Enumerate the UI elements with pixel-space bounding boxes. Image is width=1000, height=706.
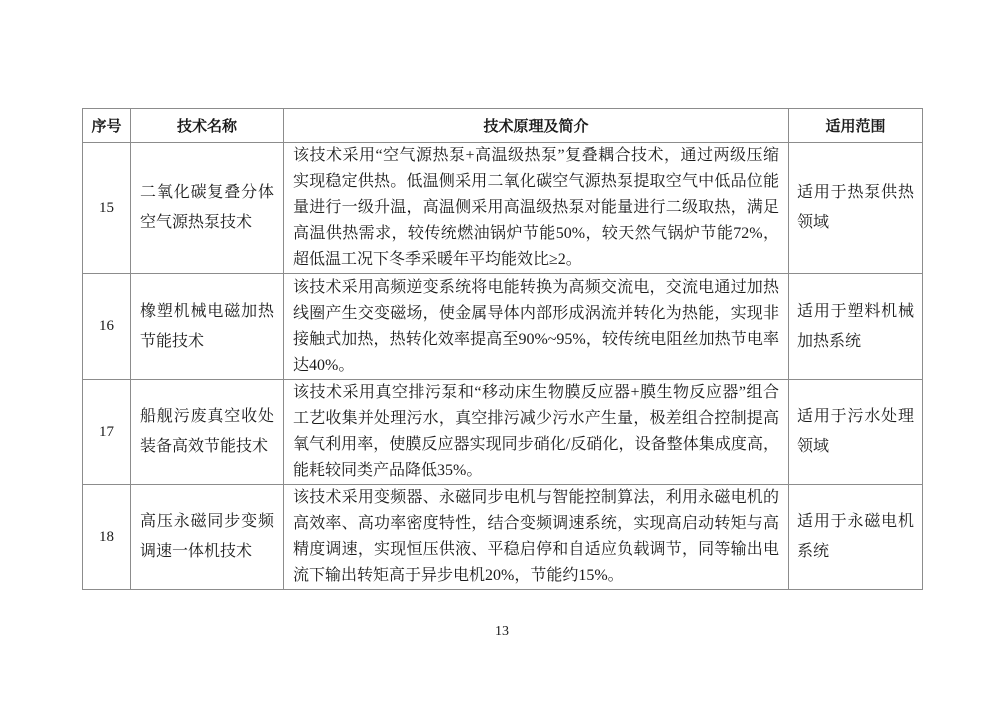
header-technology-name: 技术名称 [131,109,284,143]
serial-number-cell: 15 [83,143,131,274]
scope-cell: 适用于热泵供热领域 [789,143,923,274]
table-row [83,380,923,485]
technology-table [82,108,923,590]
serial-number-cell: 17 [83,380,131,485]
scope-cell: 适用于永磁电机系统 [789,485,923,590]
principle-cell: 该技术采用“空气源热泵+高温级热泵”复叠耦合技术，通过两级压缩实现稳定供热。低温侧采用二氧化碳空气源热泵提取空气中低品位能量进行一级升温，高温侧采用高温级热泵对能量进行二级取热，满足高温供热需求，较传统燃油锅炉节能50%，较天然气锅炉节能72%，超低温工况下冬季采暖年平均能效比≥2。 [284,143,789,274]
table-header-row [83,109,923,143]
page-number: 13 [495,624,509,639]
table-row [83,274,923,380]
scope-cell: 适用于污水处理领域 [789,380,923,485]
principle-cell: 该技术采用真空排污泵和“移动床生物膜反应器+膜生物反应器”组合工艺收集并处理污水，真空排污减少污水产生量，极差组合控制提高氧气利用率，使膜反应器实现同步硝化/反硝化，设备整体集成度高，能耗较同类产品降低35%。 [284,380,789,485]
header-applicable-scope: 适用范围 [789,109,923,143]
table-row [83,143,923,274]
serial-number-cell: 18 [83,485,131,590]
header-serial-number: 序号 [83,109,131,143]
serial-number-cell: 16 [83,274,131,380]
principle-cell: 该技术采用变频器、永磁同步电机与智能控制算法，利用永磁电机的高效率、高功率密度特性，结合变频调速系统，实现高启动转矩与高精度调速，实现恒压供液、平稳启停和自适应负载调节，同等输出电流下输出转矩高于异步电机20%，节能约15%。 [284,485,789,590]
technology-name-cell: 橡塑机械电磁加热节能技术 [131,274,284,380]
scope-cell: 适用于塑料机械加热系统 [789,274,923,380]
technology-name-cell: 二氧化碳复叠分体空气源热泵技术 [131,143,284,274]
technology-name-cell: 高压永磁同步变频调速一体机技术 [131,485,284,590]
principle-cell: 该技术采用高频逆变系统将电能转换为高频交流电，交流电通过加热线圈产生交变磁场，使金属导体内部形成涡流并转化为热能，实现非接触式加热，热转化效率提高至90%~95%，较传统电阻丝加热节电率达40%。 [284,274,789,380]
header-principle-intro: 技术原理及简介 [284,109,789,143]
technology-name-cell: 船舰污废真空收处装备高效节能技术 [131,380,284,485]
table-row [83,485,923,590]
